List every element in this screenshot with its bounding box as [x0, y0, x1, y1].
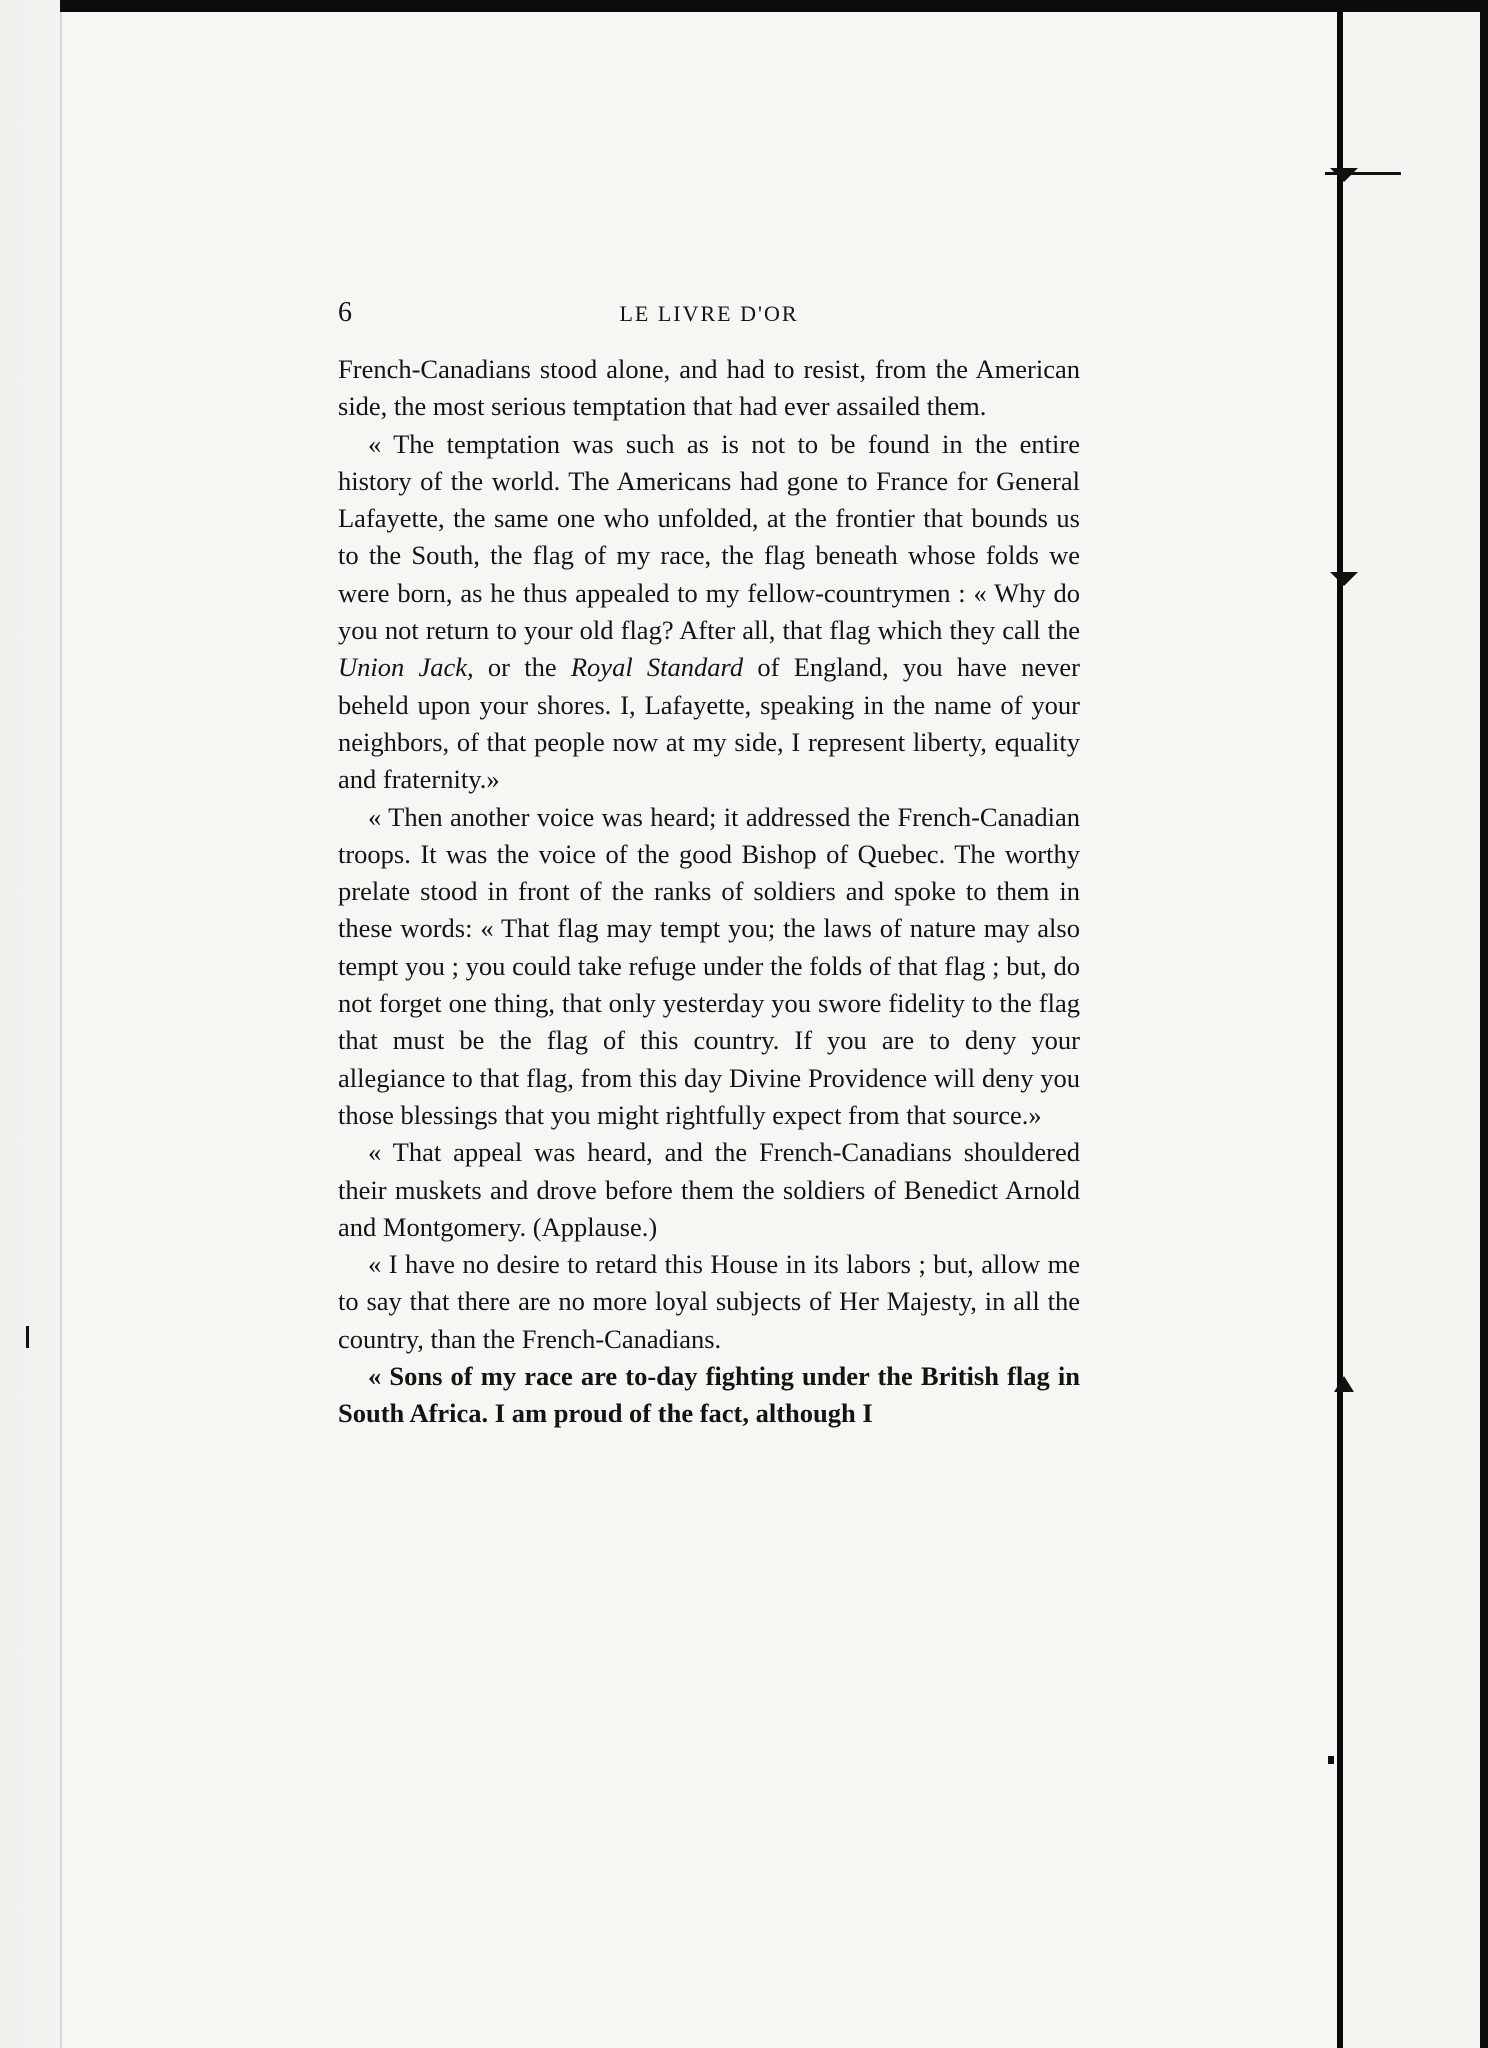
page-number: 6 [338, 297, 352, 328]
paragraph-2-text-a: « The temptation was such as is not to be found in the entire history of the world. The Americans had gone to France for General Lafayette, the same one who unfolded, at the frontier that bounds us to the South, the flag of my race, the flag beneath whose folds we were born, as he thus appealed to my fellow-countrymen : « Why do you not return to your old flag? After all, that flag which they call the [338, 428, 1080, 646]
paragraph-4: « That appeal was heard, and the French-Canadians shouldered their muskets and drove before them the soldiers of Benedict Arnold and Montgomery. (Applause.) [338, 1137, 1080, 1242]
speck-lower-right [1328, 1756, 1334, 1764]
royal-standard-phrase: Royal Standard [570, 652, 744, 683]
scan-right-edge [1480, 0, 1488, 2048]
union-jack-phrase: Union Jack, [338, 652, 474, 683]
binding-mark-top [1330, 168, 1358, 182]
paragraph-6: « Sons of my race are to-day fighting under the British flag in South Africa. I am proud of the fact, although I [338, 1361, 1080, 1429]
adjacent-page-strip [1343, 12, 1488, 2048]
scan-left-margin [0, 0, 60, 2048]
binding-mark-lower [1334, 1376, 1354, 1392]
binding-tick-top [1325, 172, 1401, 175]
paragraph-2 [338, 426, 1080, 799]
page-content [338, 295, 1080, 1433]
paragraph-3: « Then another voice was heard; it addressed the French-Canadian troops. It was the voice of the good Bishop of Quebec. The worthy prelate stood in front of the ranks of soldiers and spoke to them in these words: « That flag may tempt you; the laws of nature may also tempt you ; you could take refuge under the folds of that flag ; but, do not forget one thing, that only yesterday you swore fidelity to the flag that must be the flag of this country. If you are to deny your allegiance to that flag, from this day Divine Providence will deny you those blessings that you might rightfully expect from that source.» [338, 801, 1080, 1130]
paragraph-5: « I have no desire to retard this House in its labors ; but, allow me to say that there are no more loyal subjects of Her Majesty, in all the country, than the French-Canadians. [338, 1249, 1080, 1354]
paragraph-1: French-Canadians stood alone, and had to resist, from the American side, the most serious temptation that had ever assailed them. [338, 354, 1080, 422]
running-head [338, 295, 1080, 335]
speck-left [26, 1326, 29, 1348]
paragraph-2-text-c: of England, you have never beheld upon your shores. I, Lafayette, speaking in the name of your neighbors, of that people now at my side, I represent liberty, equality and fraternity.» [338, 652, 1081, 795]
running-title: LE LIVRE D'OR [619, 301, 799, 326]
binding-mark-middle [1330, 572, 1358, 586]
body-text [338, 351, 1080, 1433]
paragraph-2-text-b: or the [473, 652, 571, 683]
